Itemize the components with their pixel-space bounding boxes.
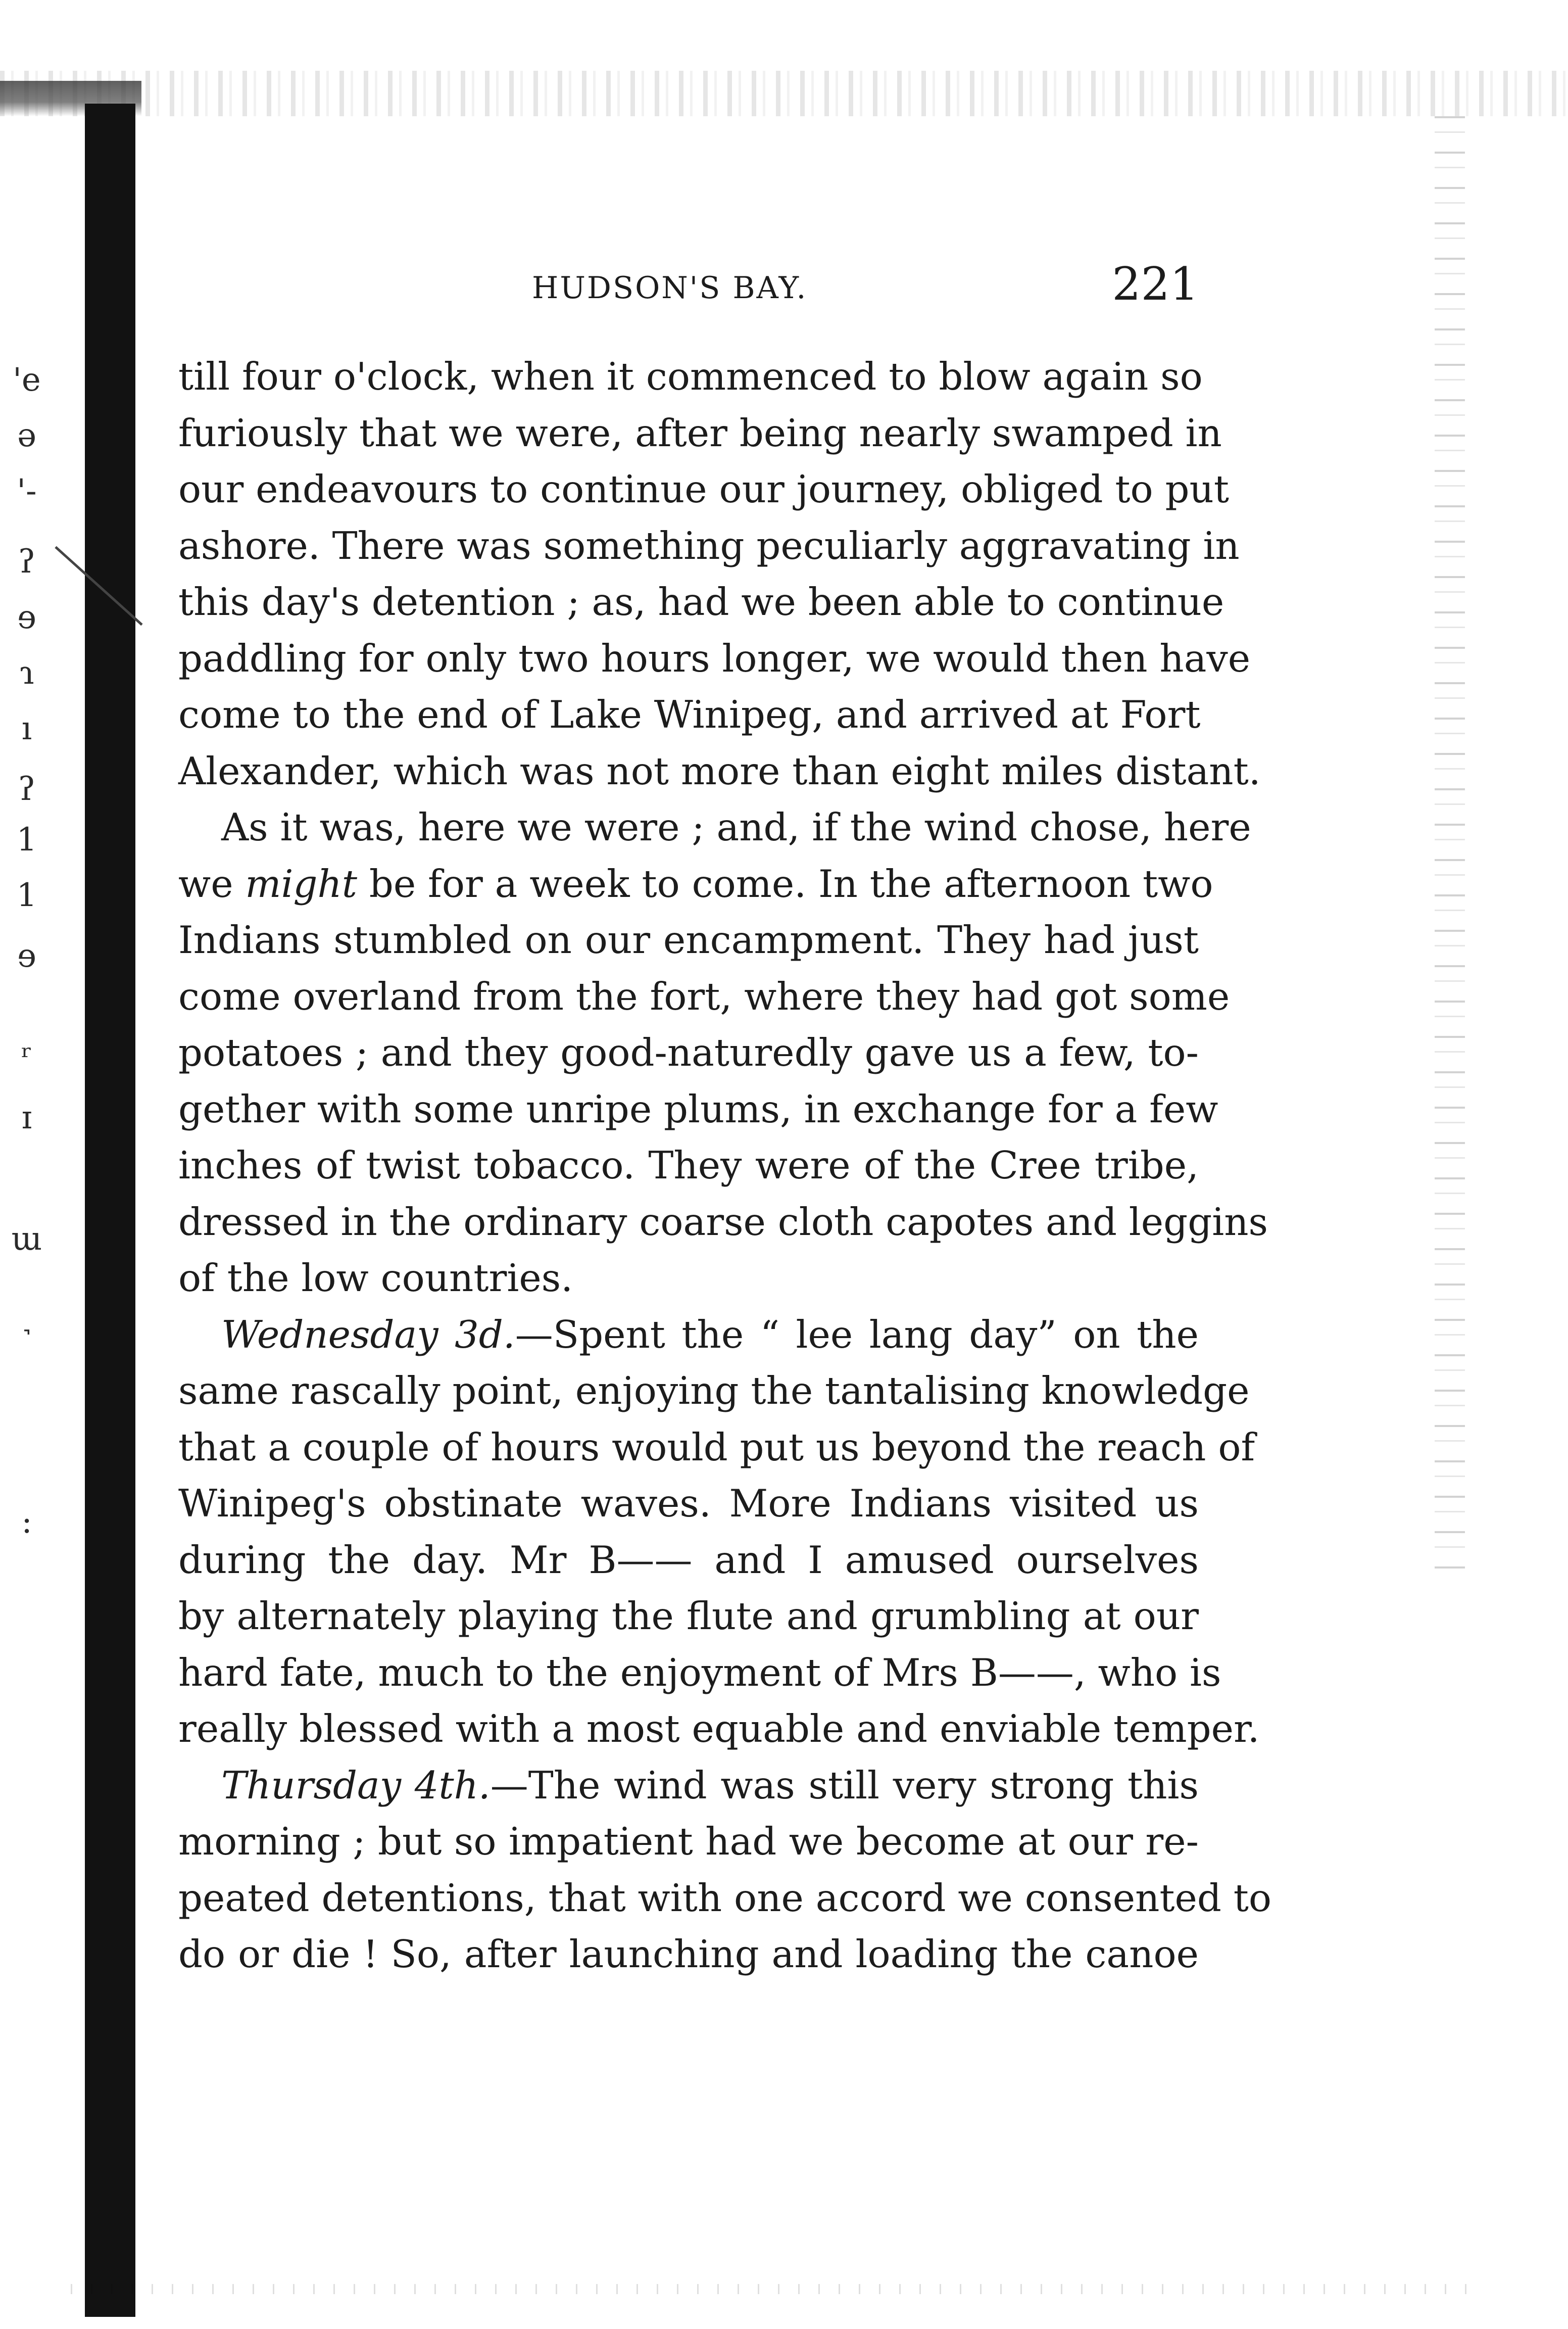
scan-noise-bottom <box>71 2284 1485 2294</box>
text-line: inches of twist tobacco. They were of the Cree tribe, <box>178 1143 1199 1187</box>
italic-text: Wednesday 3d. <box>221 1312 515 1357</box>
text-line: paddling for only two hours longer, we would then have <box>178 636 1251 681</box>
edge-fragment: 1 <box>16 877 37 914</box>
edge-fragment: ı <box>21 710 32 747</box>
edge-fragment: ɘ <box>17 599 36 636</box>
text-line: come to the end of Lake Winipeg, and arrived at Fort <box>178 692 1201 737</box>
running-title: HUDSON'S BAY. <box>532 270 808 306</box>
text-line: do or die ! So, after launching and loading the canoe <box>178 1932 1199 1976</box>
page-number: 221 <box>1112 258 1199 311</box>
text-line: Thursday 4th.—The wind was still very strong this <box>221 1763 1199 1808</box>
edge-fragment: ɿ <box>19 654 34 692</box>
text-line: same rascally point, enjoying the tantalising knowledge <box>178 1368 1250 1413</box>
text-line: that a couple of hours would put us beyond the reach of <box>178 1424 1255 1469</box>
edge-fragment: ɯ <box>11 1220 42 1258</box>
edge-fragment: ʔ <box>18 543 36 581</box>
text-line: Alexander, which was not more than eight miles distant. <box>178 748 1261 793</box>
edge-fragment: ɘ <box>17 937 36 975</box>
edge-fragment: ə <box>17 417 36 454</box>
text-line: gether with some unripe plums, in exchange for a few <box>178 1086 1218 1131</box>
text-line: of the low countries. <box>178 1256 573 1300</box>
text-line: during the day. Mr B—— and I amused ourselves <box>178 1537 1199 1582</box>
text-line: morning ; but so impatient had we become at our re- <box>178 1819 1199 1864</box>
edge-fragment: ɪ <box>21 1099 32 1136</box>
text-line: furiously that we were, after being nearly swamped in <box>178 410 1222 455</box>
edge-fragment: '- <box>17 472 37 510</box>
book-gutter-shadow <box>85 104 135 2317</box>
scan-noise-right-edge <box>1435 116 1465 1582</box>
edge-fragment: ˺ <box>21 1321 32 1359</box>
italic-text: might <box>245 861 357 906</box>
text-line: our endeavours to continue our journey, obliged to put <box>178 467 1229 511</box>
scan-noise-top <box>0 71 1568 116</box>
text-line: by alternately playing the flute and grumbling at our <box>178 1594 1199 1638</box>
text-line: Wednesday 3d.—Spent the “ lee lang day” on the <box>221 1312 1199 1357</box>
page-header <box>178 258 1199 313</box>
text-line: potatoes ; and they good-naturedly gave us a few, to- <box>178 1030 1199 1075</box>
text-line: dressed in the ordinary coarse cloth capotes and leggins <box>178 1199 1268 1244</box>
text-line: come overland from the fort, where they had got some <box>178 974 1230 1019</box>
text-line: this day's detention ; as, had we been able to continue <box>178 580 1224 624</box>
edge-fragment: ʳ <box>21 1038 33 1076</box>
italic-text: Thursday 4th. <box>221 1763 491 1808</box>
edge-fragment: : <box>21 1503 32 1541</box>
text-line: hard fate, much to the enjoyment of Mrs B——, who is <box>178 1650 1221 1695</box>
body-text <box>178 349 1272 1983</box>
text-line: we might be for a week to come. In the afternoon two <box>178 861 1213 906</box>
text-line: ashore. There was something peculiarly aggravating in <box>178 523 1240 568</box>
text-line: really blessed with a most equable and enviable temper. <box>178 1706 1260 1751</box>
edge-fragment: 1 <box>16 821 37 859</box>
text-line: Indians stumbled on our encampment. They had just <box>178 918 1199 962</box>
text-line: As it was, here we were ; and, if the wind chose, here <box>221 805 1251 849</box>
edge-fragment: 'e <box>13 361 41 399</box>
edge-fragment: ʔ <box>18 771 36 808</box>
text-line: peated detentions, that with one accord we consented to <box>178 1875 1272 1920</box>
text-line: Winipeg's obstinate waves. More Indians visited us <box>178 1481 1199 1526</box>
text-line: till four o'clock, when it commenced to blow again so <box>178 354 1203 399</box>
